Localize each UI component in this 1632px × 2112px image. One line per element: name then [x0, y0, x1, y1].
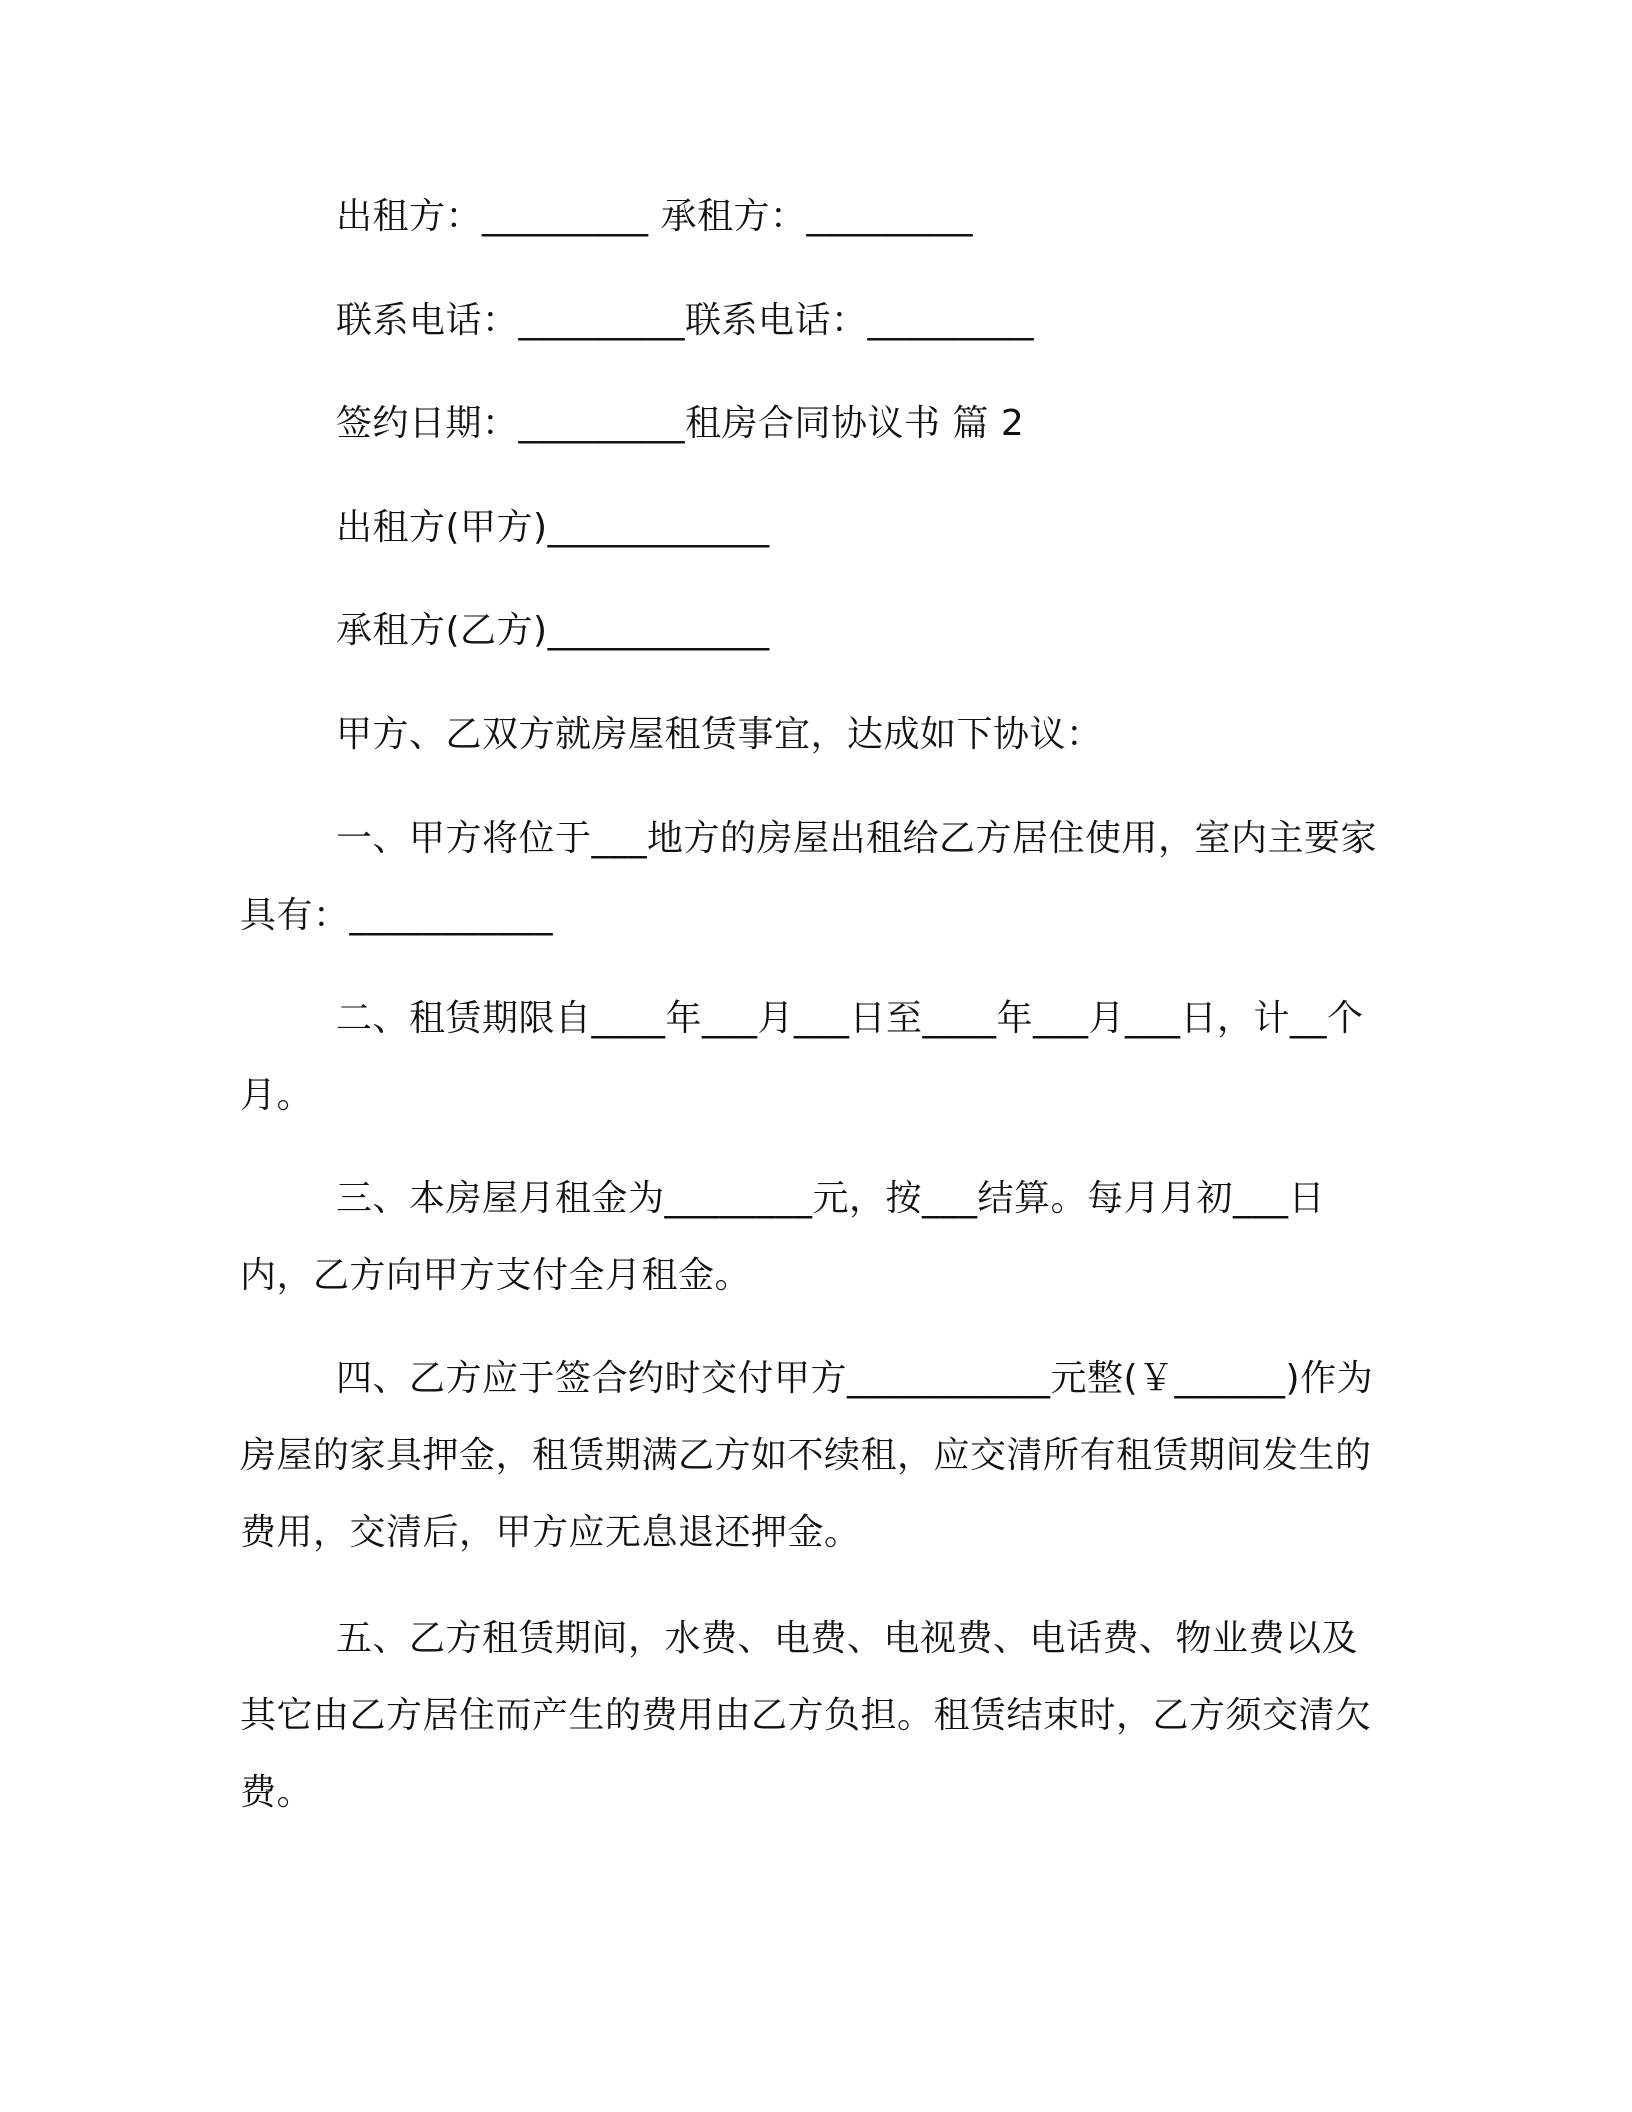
paragraph-party-a: 出租方(甲方)____________	[336, 507, 770, 548]
paragraph-party-b: 承租方(乙方)____________	[336, 610, 770, 651]
paragraph-clause-2: 二、租赁期限自____年___月___日至____年___月___日，计__个月。	[240, 998, 1364, 1116]
paragraph-clause-1: 一、甲方将位于___地方的房屋出租给乙方居住使用，室内主要家具有：___________	[240, 818, 1378, 936]
paragraph-clause-5: 五、乙方租赁期间，水费、电费、电视费、电话费、物业费以及其它由乙方居住而产生的费用由乙方负担。租赁结束时，乙方须交清欠费。	[240, 1618, 1372, 1813]
paragraph-lessor-lessee: 出租方：_________ 承租方：_________	[336, 196, 973, 237]
paragraph-phone: 联系电话：_________联系电话：_________	[336, 300, 1035, 341]
paragraph-agreement-intro: 甲方、乙双方就房屋租赁事宜，达成如下协议：	[336, 714, 1103, 755]
paragraph-clause-4: 四、乙方应于签合约时交付甲方___________元整(￥______)作为房屋的家具押金，租赁期满乙方如不续租，应交清所有租赁期间发生的费用，交清后，甲方应无息退还押金。	[240, 1358, 1374, 1553]
paragraph-clause-3: 三、本房屋月租金为________元，按___结算。每月月初___日内，乙方向甲方支付全月租金。	[240, 1178, 1326, 1296]
paragraph-signing-date: 签约日期：_________租房合同协议书 篇 2	[336, 403, 1025, 444]
